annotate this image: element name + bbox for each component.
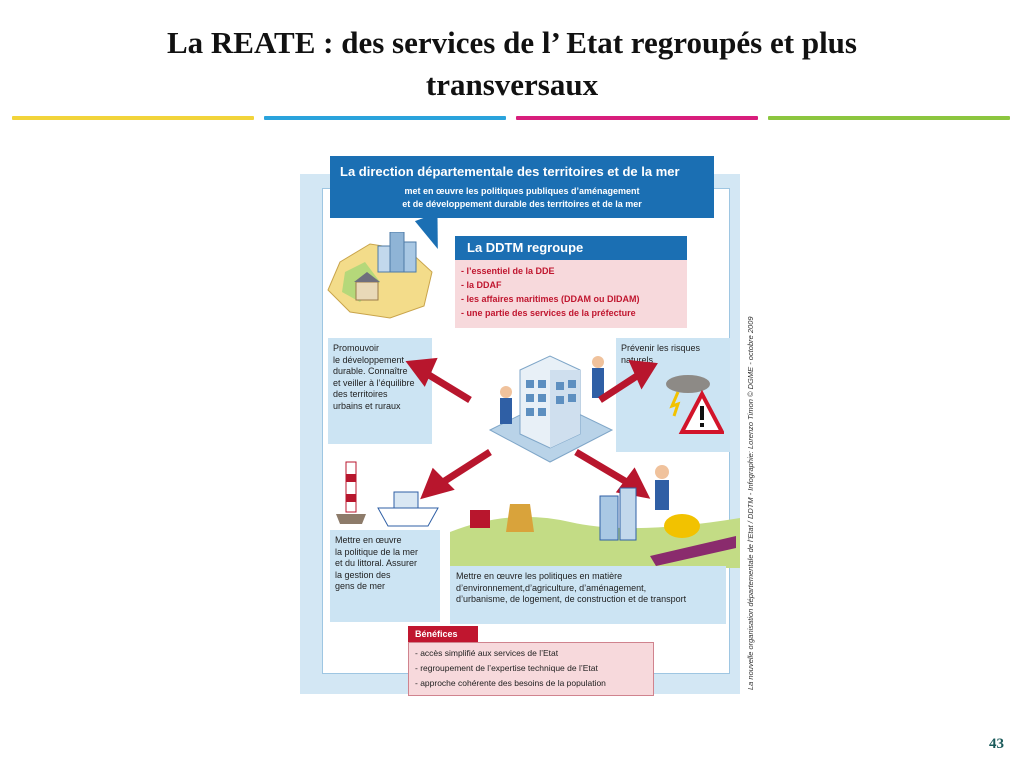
ddtm-infographic — [300, 152, 762, 700]
ddtm-item: - l’essentiel de la DDE — [461, 266, 555, 276]
benefit-item: - approche cohérente des besoins de la population — [415, 678, 606, 688]
header-title: La direction départementale des territoires et de la mer — [340, 164, 680, 179]
benefits-box — [408, 642, 654, 696]
storm-warning-icon — [664, 372, 724, 436]
ddtm-item: - la DDAF — [461, 280, 502, 290]
landscape-illustration — [450, 452, 740, 568]
credit-text: La nouvelle organisation départementale de l’Etat / DDTM - Infographie: Lorenzo Timon © DGME - octobre 2009 — [746, 316, 755, 690]
ddtm-item: - les affaires maritimes (DDAM ou DIDAM) — [461, 294, 640, 304]
box-line: durable. Connaître — [333, 366, 408, 376]
box-line: le développement — [333, 354, 405, 365]
box-line: d’urbanisme, de logement, de construction et de transport — [456, 594, 687, 604]
page-number: 43 — [989, 736, 1004, 752]
rule-magenta — [516, 116, 758, 120]
benefits-title: Bénéfices — [415, 629, 458, 639]
ddtm-title: La DDTM regroupe — [467, 240, 584, 255]
box-line: et du littoral. Assurer — [335, 558, 418, 568]
infographic-header — [330, 156, 714, 218]
ddtm-title-banner — [455, 236, 687, 260]
environment-policies-box — [450, 566, 726, 624]
infographic-credit — [744, 242, 756, 692]
slide-title-line-1: La REATE : des services de l’ Etat regroupés et plus — [166, 25, 857, 60]
rule-yellow — [12, 116, 254, 120]
box-line: Mettre en œuvre — [335, 535, 402, 545]
slide-title-line-2: transversaux — [425, 67, 599, 102]
header-line-1: met en œuvre les politiques publiques d’aménagement — [404, 186, 640, 196]
box-line: Mettre en œuvre les politiques en matière — [456, 571, 623, 581]
maritime-policy-box — [330, 530, 440, 622]
lighthouse-boat-illustration — [334, 452, 444, 532]
slide-title — [60, 22, 964, 106]
color-rules — [12, 116, 1012, 121]
benefit-item: - regroupement de l’expertise technique de l’Etat — [415, 663, 598, 673]
rule-blue — [264, 116, 506, 120]
box-line: la gestion des — [335, 569, 391, 580]
box-line: d’environnement,d’agriculture, d’aménagement, — [456, 582, 647, 593]
benefit-item: - accès simplifié aux services de l’Etat — [415, 648, 559, 658]
ddtm-list — [455, 260, 687, 328]
box-line: gens de mer — [335, 581, 386, 591]
box-line: Promouvoir — [333, 343, 380, 353]
box-line: la politique de la mer — [335, 546, 419, 557]
box-line: urbains et ruraux — [333, 400, 401, 411]
rule-green — [768, 116, 1010, 120]
header-line-2: et de développement durable des territoires et de la mer — [402, 199, 642, 209]
box-line: des territoires — [333, 389, 388, 399]
box-line: naturels — [621, 354, 654, 365]
ddtm-item: - une partie des services de la préfecture — [461, 308, 636, 318]
box-line: Prévenir les risques — [621, 343, 701, 353]
france-map-illustration — [320, 232, 440, 320]
box-line: et veiller à l’équilibre — [333, 377, 415, 388]
